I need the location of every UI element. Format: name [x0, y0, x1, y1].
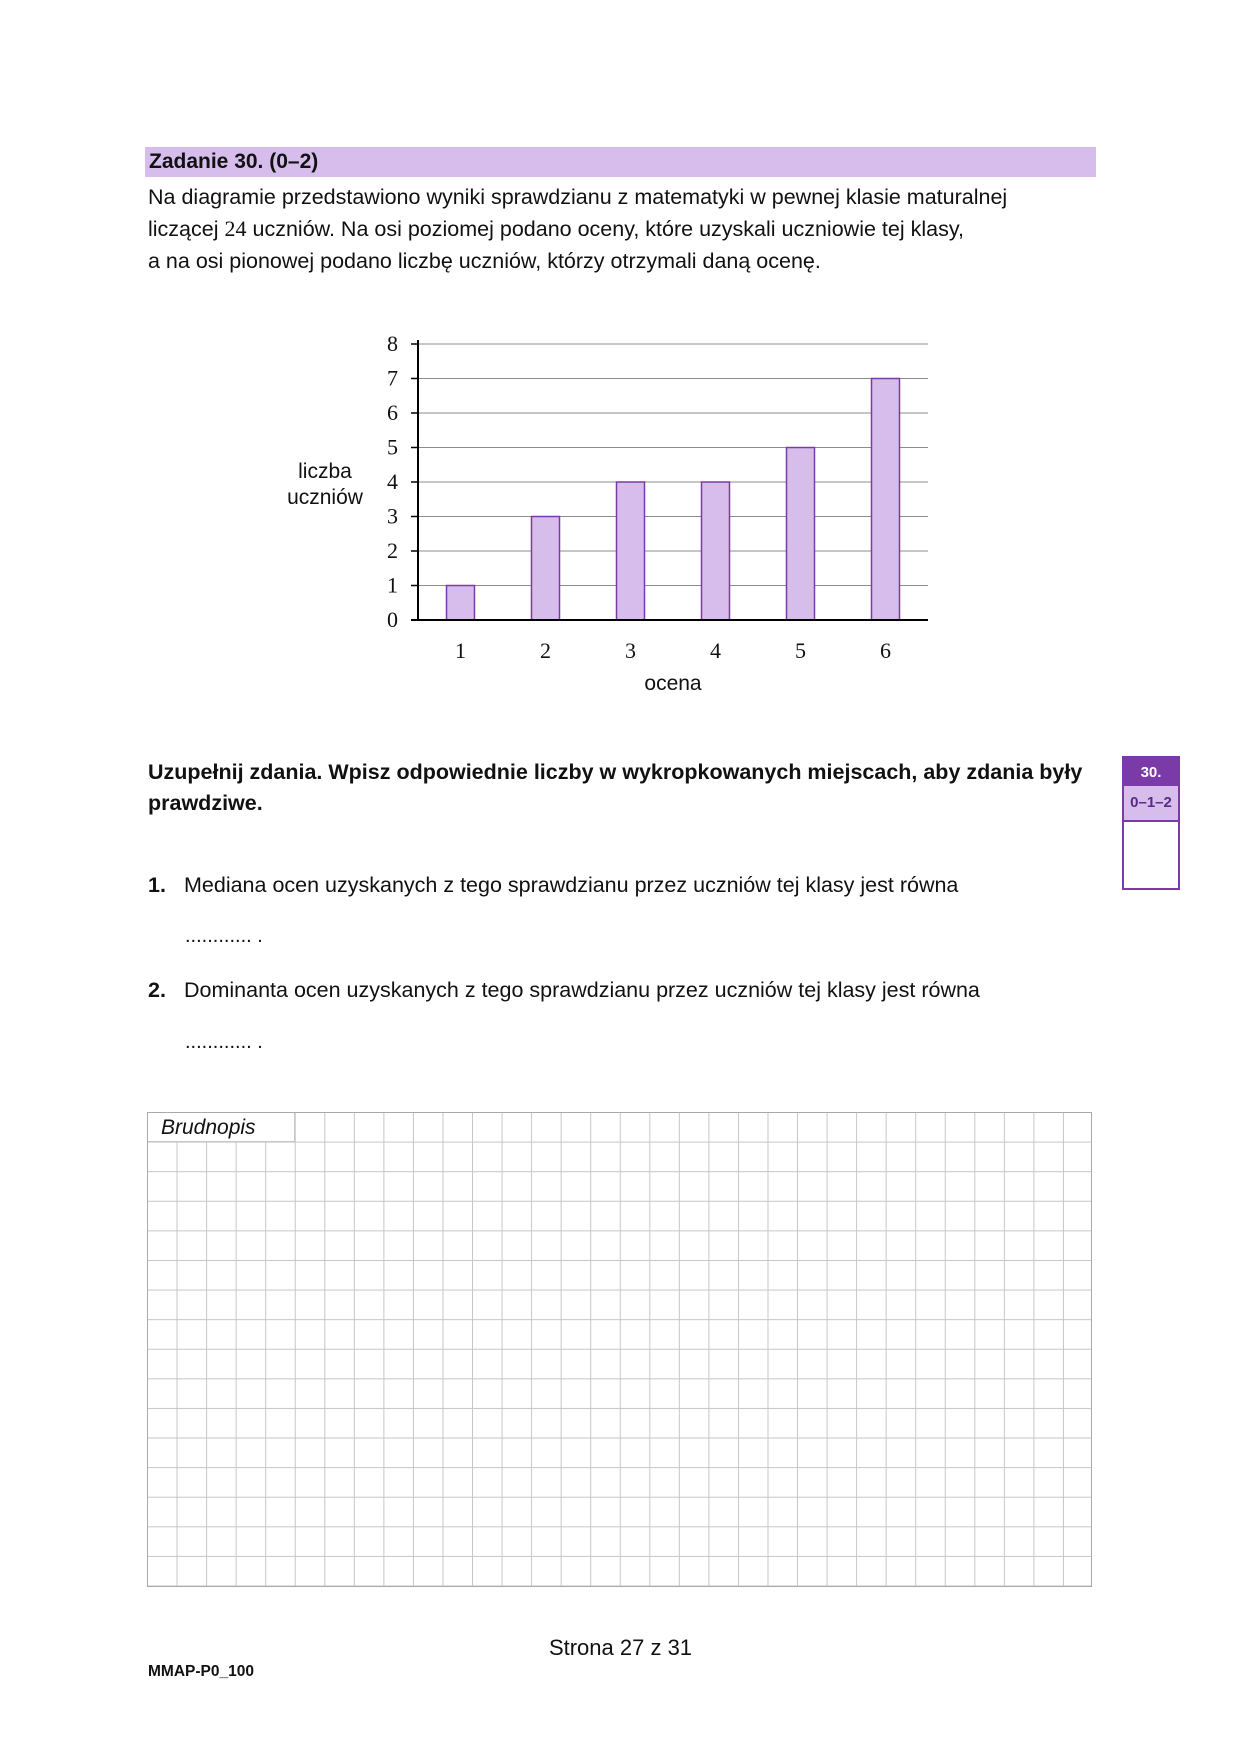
instruction-text: Uzupełnij zdania. Wpisz odpowiednie liczby w wykropkowanych miejscach, aby zdania były prawdziwe. [148, 760, 1083, 815]
intro-student-count: 24 [224, 216, 247, 241]
x-axis-label: ocena [644, 672, 702, 695]
page-number: Strona 27 z 31 [548, 1635, 693, 1660]
scratch-label: Brudnopis [148, 1113, 295, 1142]
y-tick-label: 2 [387, 538, 398, 563]
question-1-number: 1. [148, 873, 166, 897]
y-tick-label: 5 [387, 434, 398, 460]
y-axis-label: liczba [298, 460, 352, 483]
y-tick-label: 4 [387, 469, 398, 494]
y-tick-label: 1 [387, 572, 398, 598]
bar [872, 379, 900, 621]
task-title: Zadanie 30. (0–2) [149, 150, 319, 173]
bar [702, 482, 730, 620]
bar [787, 448, 815, 621]
question-2-number: 2. [148, 978, 166, 1002]
x-tick-label: 1 [455, 638, 466, 663]
bar [447, 586, 475, 621]
scratch-area[interactable] [147, 1112, 1092, 1587]
y-tick-label: 0 [387, 607, 398, 632]
score-task-number: 30. [1122, 756, 1180, 786]
y-tick-label: 7 [387, 365, 398, 391]
answer-2-blank[interactable]: ............ . [185, 1031, 263, 1053]
score-entry-field[interactable] [1122, 822, 1180, 890]
intro-line-2 [148, 213, 1088, 245]
y-tick-label: 3 [387, 503, 398, 529]
y-axis-label: uczniów [287, 486, 363, 509]
intro-line-2-pre: liczącej [148, 217, 219, 241]
intro-line-3: a na osi pionowej podano liczbę uczniów, którzy otrzymali daną ocenę. [148, 249, 821, 273]
document-code: MMAP-P0_100 [148, 1663, 254, 1680]
score-range: 0–1–2 [1122, 786, 1180, 822]
answer-1-blank[interactable]: ............ . [185, 925, 263, 947]
bar [617, 482, 645, 620]
score-box [1122, 756, 1180, 890]
bar [532, 517, 560, 621]
bar-chart [270, 320, 950, 720]
y-tick-label: 8 [387, 331, 398, 356]
task-header [145, 147, 1096, 177]
x-tick-label: 3 [625, 638, 636, 663]
intro-line-1: Na diagramie przedstawiono wyniki sprawdzianu z matematyki w pewnej klasie maturalnej [148, 185, 1008, 209]
task-intro [148, 181, 1088, 277]
question-2 [148, 975, 980, 1005]
x-tick-label: 6 [880, 638, 891, 663]
question-1-text: Mediana ocen uzyskanych z tego sprawdzianu przez uczniów tej klasy jest równa [184, 873, 959, 897]
x-tick-label: 5 [795, 638, 806, 663]
x-tick-label: 4 [710, 638, 721, 663]
question-1 [148, 870, 958, 900]
y-tick-label: 6 [387, 400, 398, 425]
x-tick-label: 2 [540, 638, 551, 663]
intro-line-2-post: uczniów. Na osi poziomej podano oceny, które uzyskali uczniowie tej klasy, [252, 217, 964, 241]
question-2-text: Dominanta ocen uzyskanych z tego sprawdzianu przez uczniów tej klasy jest równa [184, 978, 980, 1002]
